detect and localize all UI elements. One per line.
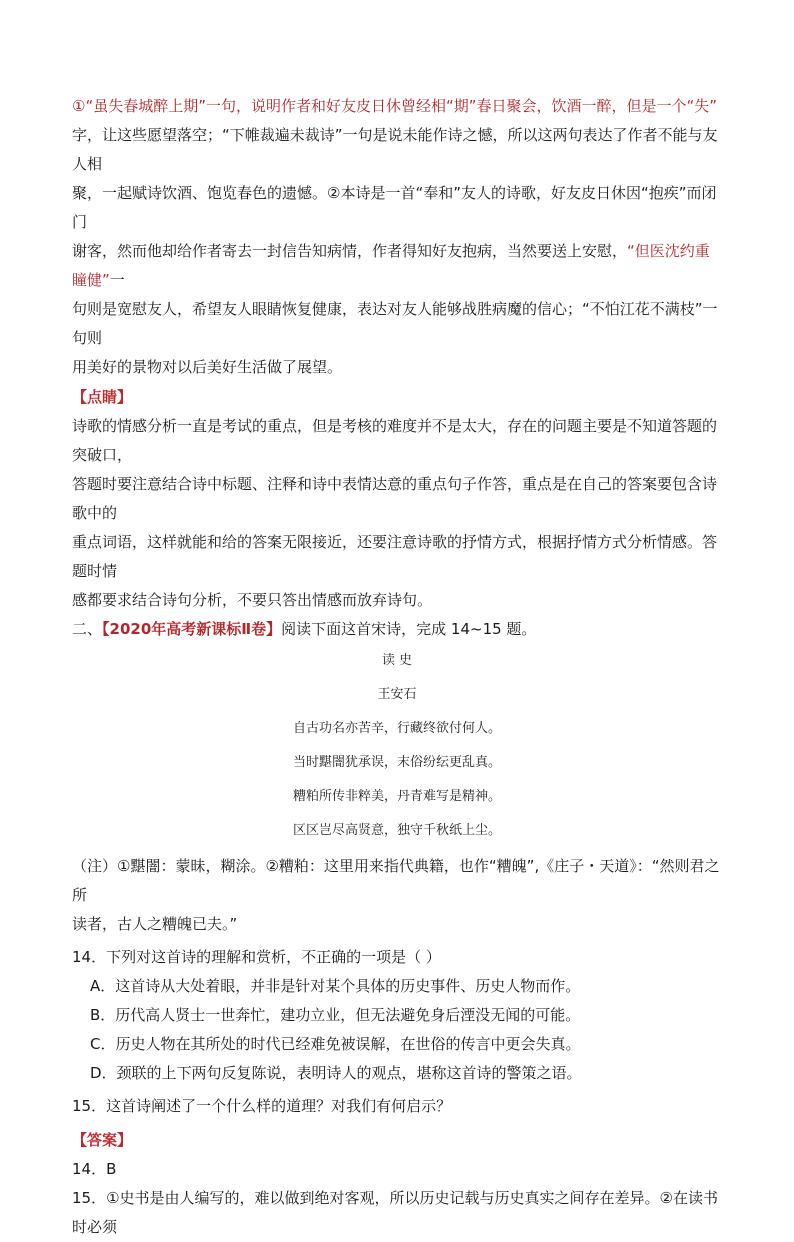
exam-source-tag: 【2020年高考新课标Ⅱ卷】 [102, 620, 282, 638]
option-b: B．历代高人贤士一世奔忙，建功立业，但无法避免身后湮没无闻的可能。 [90, 1006, 581, 1024]
analysis-line [72, 237, 722, 295]
answer-14: 14．B [72, 1160, 117, 1178]
analysis-line: ①“虽失春城醉上期”一句，说明作者和好友皮日休曾经相“期”春日聚会，饮酒一醉，但是一个“失” [72, 97, 718, 115]
poem-line: 当时黮闇犹承误，末俗纷纭更乱真。 [292, 755, 501, 770]
highlighted-quote: “但医沈约重瞳健” [72, 242, 710, 289]
question-14 [72, 943, 722, 1088]
poem [72, 644, 722, 848]
dianjing-paragraph [72, 412, 722, 615]
note-line: （注）①黮闇：蒙昧，糊涂。②糟粕：这里用来指代典籍，也作“糟魄”,《庄子・天道》：“然则君之所 [72, 857, 720, 904]
poem-author: 王安石 [377, 687, 417, 702]
analysis-line: 用美好的景物对以后美好生活做了展望。 [72, 358, 343, 376]
dianjing-line: 诗歌的情感分析一直是考试的重点，但是考核的难度并不是太大，存在的问题主要是不知道答题的突破口， [72, 417, 718, 464]
document-page [72, 92, 722, 1242]
question-15: 15．这首诗阐述了一个什么样的道理？对我们有何启示？ [72, 1097, 452, 1115]
analysis-line: 聚，一起赋诗饮酒、饱览春色的遗憾。②本诗是一首“奉和”友人的诗歌，好友皮日休因“抱疾”而闭门 [72, 184, 717, 231]
poem-line: 区区岂尽高贤意，独守千秋纸上尘。 [292, 823, 501, 838]
poem-note [72, 852, 722, 939]
section-instruction: 阅读下面这首宋诗，完成 14~15 题。 [281, 620, 537, 638]
analysis-paragraph [72, 92, 722, 382]
poem-title: 读 史 [381, 653, 413, 668]
answer-heading: 【答案】 [72, 1131, 133, 1149]
analysis-line: 字，让这些愿望落空；“下帷裁遍未裁诗”一句是说未能作诗之憾，所以这两句表达了作者不能与友人相 [72, 126, 718, 173]
option-a: A．这首诗从大处着眼，并非是针对某个具体的历史事件、历史人物而作。 [90, 977, 581, 995]
poem-line: 糟粕所传非粹美，丹青难写是精神。 [292, 789, 501, 804]
option-c: C．历史人物在其所处的时代已经难免被误解，在世俗的传言中更会失真。 [90, 1035, 581, 1053]
analysis-text: 谢客，然而他却给作者寄去一封信告知病情，作者得知好友抱病，当然要送上安慰， [72, 242, 628, 260]
poem-line: 自古功名亦苦辛，行藏终欲付何人。 [292, 721, 501, 736]
dianjing-line: 重点词语，这样就能和给的答案无限接近，还要注意诗歌的抒情方式，根据抒情方式分析情感。答题时情 [72, 533, 718, 580]
option-d: D．颈联的上下两句反复陈说，表明诗人的观点，堪称这首诗的警策之语。 [90, 1064, 582, 1082]
dianjing-line: 感都要求结合诗句分析，不要只答出情感而放弃诗句。 [72, 591, 433, 609]
dianjing-line: 答题时要注意结合诗中标题、注释和诗中表情达意的重点句子作答，重点是在自己的答案要包含诗歌中的 [72, 475, 718, 522]
answer-15: 15．①史书是由人编写的，难以做到绝对客观，所以历史记载与历史真实之间存在差异。②在读书时必须 [72, 1189, 718, 1236]
section-number: 二、 [72, 620, 103, 638]
analysis-line: 句则是宽慰友人，希望友人眼睛恢复健康，表达对友人能够战胜病魔的信心；“不怕江花不满枝”一句则 [72, 300, 718, 347]
section2-heading [72, 615, 722, 644]
analysis-text: 一 [109, 271, 125, 289]
question-stem: 14．下列对这首诗的理解和赏析，不正确的一项是（ ） [72, 948, 441, 966]
dianjing-heading: 【点睛】 [72, 388, 133, 406]
note-line: 读者，古人之糟魄已夫。” [72, 915, 238, 933]
